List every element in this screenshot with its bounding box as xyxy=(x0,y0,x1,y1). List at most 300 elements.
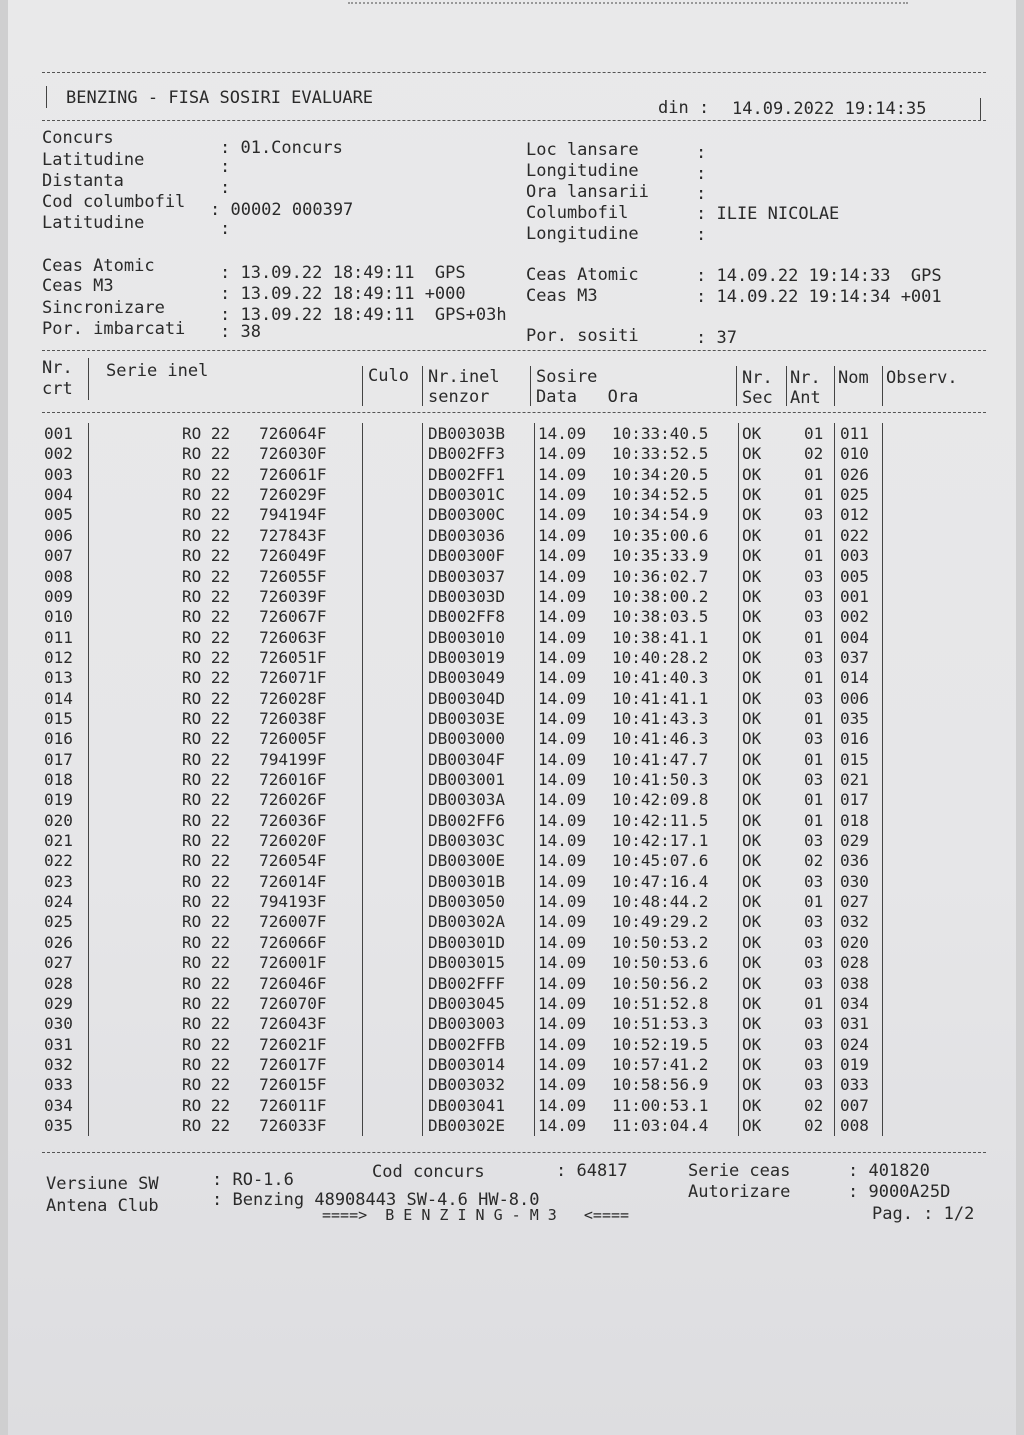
info-label: Ora lansarii xyxy=(526,182,649,202)
column-divider xyxy=(834,545,835,566)
cell-ora: 10:34:54.9 xyxy=(612,505,709,525)
cell-ant: 036 xyxy=(840,851,869,871)
info-label: Concurs xyxy=(42,128,114,148)
column-divider xyxy=(534,1095,535,1116)
cell-serie-inel: RO 22 726071F xyxy=(182,668,327,688)
column-divider xyxy=(882,484,883,505)
cell-serie-inel: RO 22 726029F xyxy=(182,485,327,505)
cell-ora: 10:42:11.5 xyxy=(612,810,709,830)
column-divider xyxy=(738,973,739,994)
cell-serie-inel: RO 22 726014F xyxy=(182,871,327,891)
cell-ant: 010 xyxy=(840,444,869,464)
cell-serie-inel: RO 22 726051F xyxy=(182,647,327,667)
cell-data: 14.09 xyxy=(538,424,587,443)
cell-ant: 016 xyxy=(840,729,869,749)
cell-data: 14.09 xyxy=(538,444,587,464)
column-divider xyxy=(834,1034,835,1055)
header-bottom-rule xyxy=(42,120,986,121)
cell-nr: 005 xyxy=(44,505,73,525)
cell-status: OK xyxy=(742,627,762,647)
cell-ant: 012 xyxy=(840,505,869,525)
column-divider xyxy=(834,1095,835,1116)
cell-status: OK xyxy=(742,424,762,443)
column-divider xyxy=(738,830,739,851)
table-row xyxy=(8,1014,1016,1034)
clock-value: : 14.09.22 19:14:33 GPS xyxy=(696,266,942,286)
cell-status: OK xyxy=(742,586,762,606)
cell-data: 14.09 xyxy=(538,525,587,545)
column-divider xyxy=(362,871,363,892)
cell-senzor: DB003037 xyxy=(428,566,506,586)
cell-serie-inel: RO 22 726046F xyxy=(182,973,327,993)
cell-serie-inel: RO 22 727843F xyxy=(182,525,327,545)
cell-nr: 030 xyxy=(44,1014,73,1034)
column-divider xyxy=(362,708,363,729)
column-divider xyxy=(88,973,89,994)
cell-nr: 034 xyxy=(44,1095,73,1115)
cell-ora: 10:58:56.9 xyxy=(612,1075,709,1095)
column-divider xyxy=(738,566,739,587)
table-row xyxy=(8,485,1016,505)
column-divider xyxy=(738,1034,739,1055)
cell-status: OK xyxy=(742,770,762,789)
cell-serie-inel: RO 22 726061F xyxy=(182,464,327,484)
table-header-top-rule xyxy=(42,350,986,351)
column-divider xyxy=(362,973,363,994)
column-divider xyxy=(422,566,423,587)
column-divider xyxy=(362,667,363,688)
cell-data: 14.09 xyxy=(538,790,587,810)
cell-status: OK xyxy=(742,1095,762,1115)
column-divider xyxy=(882,443,883,464)
cell-nr: 002 xyxy=(44,444,73,464)
info-label: Distanta xyxy=(42,171,124,191)
cell-ora: 10:41:50.3 xyxy=(612,770,709,789)
cell-senzor: DB003036 xyxy=(428,525,506,545)
cell-senzor: DB00301C xyxy=(428,485,506,505)
info-label: Cod columbofil xyxy=(42,192,186,212)
clock-label: Sincronizare xyxy=(42,298,165,318)
column-divider xyxy=(834,586,835,607)
table-row xyxy=(8,689,1016,709)
cell-ora: 10:38:00.2 xyxy=(612,586,709,606)
column-divider xyxy=(738,525,739,546)
cell-sec: 03 xyxy=(804,831,824,850)
cell-serie-inel: RO 22 726005F xyxy=(182,729,327,749)
cell-ora: 10:33:52.5 xyxy=(612,444,709,464)
column-divider xyxy=(738,728,739,749)
cell-ora: 10:40:28.2 xyxy=(612,647,709,667)
column-divider xyxy=(834,1074,835,1095)
cell-status: OK xyxy=(742,525,762,545)
cell-status: OK xyxy=(742,831,762,850)
th-divider xyxy=(786,366,787,406)
column-divider xyxy=(362,952,363,973)
column-divider xyxy=(738,993,739,1014)
cell-senzor: DB003032 xyxy=(428,1075,506,1095)
cell-nr: 027 xyxy=(44,953,73,973)
th-divider xyxy=(88,358,89,400)
column-divider xyxy=(738,688,739,709)
column-divider xyxy=(422,423,423,444)
column-divider xyxy=(88,566,89,587)
cell-status: OK xyxy=(742,566,762,586)
cell-serie-inel: RO 22 726007F xyxy=(182,912,327,932)
cell-serie-inel: RO 22 726017F xyxy=(182,1054,327,1074)
header-right-bar xyxy=(980,98,981,120)
footer-antena-value: : Benzing 48908443 SW-4.6 HW-8.0 xyxy=(212,1190,540,1210)
table-row xyxy=(8,851,1016,871)
clock-label: Por. sositi xyxy=(526,326,639,346)
column-divider xyxy=(882,830,883,851)
cell-sec: 03 xyxy=(804,729,824,749)
column-divider xyxy=(738,1115,739,1136)
cell-data: 14.09 xyxy=(538,851,587,871)
column-divider xyxy=(534,1054,535,1075)
report-date-label: din : xyxy=(658,98,710,118)
column-divider xyxy=(834,810,835,831)
cell-ant: 025 xyxy=(840,485,869,505)
cell-sec: 02 xyxy=(804,1115,824,1135)
cell-status: OK xyxy=(742,1115,762,1135)
column-divider xyxy=(422,973,423,994)
cell-senzor: DB002FF6 xyxy=(428,810,506,830)
column-divider xyxy=(738,627,739,648)
cell-nr: 006 xyxy=(44,525,73,545)
cell-nr: 028 xyxy=(44,973,73,993)
table-row xyxy=(8,1035,1016,1055)
column-divider xyxy=(88,627,89,648)
cell-ora: 10:45:07.6 xyxy=(612,851,709,871)
cell-data: 14.09 xyxy=(538,993,587,1013)
table-row xyxy=(8,811,1016,831)
cell-senzor: DB003041 xyxy=(428,1095,506,1115)
cell-sec: 03 xyxy=(804,1054,824,1074)
column-divider xyxy=(362,484,363,505)
cell-data: 14.09 xyxy=(538,607,587,627)
info-value: : xyxy=(696,143,707,163)
cell-data: 14.09 xyxy=(538,627,587,647)
cell-data: 14.09 xyxy=(538,892,587,911)
cell-sec: 03 xyxy=(804,607,824,627)
table-row xyxy=(8,709,1016,729)
column-divider xyxy=(882,749,883,770)
cell-ant: 007 xyxy=(840,1095,869,1115)
cell-status: OK xyxy=(742,932,762,952)
column-divider xyxy=(834,850,835,871)
cell-sec: 03 xyxy=(804,912,824,932)
header-top-rule xyxy=(42,72,986,73)
cell-sec: 03 xyxy=(804,973,824,993)
th-observ: Observ. xyxy=(886,368,958,388)
th-nr-sec: Nr. xyxy=(742,368,773,388)
column-divider xyxy=(88,504,89,525)
column-divider xyxy=(422,484,423,505)
cell-status: OK xyxy=(742,749,762,769)
column-divider xyxy=(88,769,89,790)
cell-ora: 10:50:56.2 xyxy=(612,973,709,993)
column-divider xyxy=(362,647,363,668)
column-divider xyxy=(834,993,835,1014)
footer-cod-label: Cod concurs xyxy=(372,1162,485,1182)
column-divider xyxy=(882,1074,883,1095)
th-serie: Serie inel xyxy=(106,361,209,381)
column-divider xyxy=(834,728,835,749)
column-divider xyxy=(422,688,423,709)
column-divider xyxy=(882,1013,883,1034)
column-divider xyxy=(88,871,89,892)
cell-serie-inel: RO 22 726064F xyxy=(182,424,327,443)
cell-serie-inel: RO 22 726016F xyxy=(182,770,327,789)
column-divider xyxy=(362,606,363,627)
cell-nr: 011 xyxy=(44,627,73,647)
column-divider xyxy=(422,1054,423,1075)
column-divider xyxy=(534,606,535,627)
column-divider xyxy=(834,647,835,668)
column-divider xyxy=(738,647,739,668)
cell-nr: 010 xyxy=(44,607,73,627)
cell-senzor: DB00300C xyxy=(428,505,506,525)
cell-ant: 032 xyxy=(840,912,869,932)
cell-data: 14.09 xyxy=(538,485,587,505)
column-divider xyxy=(882,627,883,648)
column-divider xyxy=(882,1034,883,1055)
column-divider xyxy=(834,789,835,810)
column-divider xyxy=(882,789,883,810)
th-culo: Culo xyxy=(368,366,409,386)
column-divider xyxy=(882,586,883,607)
column-divider xyxy=(534,586,535,607)
column-divider xyxy=(88,728,89,749)
column-divider xyxy=(362,1115,363,1136)
header-left-bar xyxy=(46,86,47,108)
cell-ora: 10:41:41.1 xyxy=(612,688,709,708)
report-date-value: 14.09.2022 19:14:35 xyxy=(732,99,927,119)
cell-senzor: DB00302A xyxy=(428,912,506,932)
column-divider xyxy=(422,504,423,525)
column-divider xyxy=(88,749,89,770)
column-divider xyxy=(422,993,423,1014)
cell-serie-inel: RO 22 794194F xyxy=(182,505,327,525)
cell-ant: 022 xyxy=(840,525,869,545)
table-row xyxy=(8,607,1016,627)
column-divider xyxy=(88,423,89,444)
cell-ant: 031 xyxy=(840,1014,869,1034)
column-divider xyxy=(834,769,835,790)
info-value: : xyxy=(696,164,707,184)
clock-value: : 38 xyxy=(220,322,261,342)
cell-serie-inel: RO 22 726043F xyxy=(182,1014,327,1034)
th-ant: Ant xyxy=(790,388,821,408)
cell-nr: 004 xyxy=(44,485,73,505)
column-divider xyxy=(422,606,423,627)
cell-ora: 10:47:16.4 xyxy=(612,871,709,891)
cell-ora: 10:35:33.9 xyxy=(612,546,709,566)
cell-data: 14.09 xyxy=(538,912,587,932)
cell-ant: 017 xyxy=(840,790,869,810)
cell-senzor: DB00303B xyxy=(428,424,506,443)
column-divider xyxy=(362,1013,363,1034)
th-divider xyxy=(882,366,883,406)
clock-value: : 13.09.22 18:49:11 GPS+03h xyxy=(220,305,507,325)
column-divider xyxy=(738,952,739,973)
info-label: Latitudine xyxy=(42,213,145,233)
clock-value: : 37 xyxy=(696,328,737,348)
column-divider xyxy=(534,1074,535,1095)
column-divider xyxy=(88,688,89,709)
cell-ora: 10:49:29.2 xyxy=(612,912,709,932)
cell-data: 14.09 xyxy=(538,810,587,830)
footer-autorizare-label: Autorizare xyxy=(688,1182,791,1202)
cell-ant: 033 xyxy=(840,1075,869,1095)
cell-data: 14.09 xyxy=(538,1054,587,1074)
cell-ant: 020 xyxy=(840,932,869,952)
table-row xyxy=(8,790,1016,810)
column-divider xyxy=(362,545,363,566)
column-divider xyxy=(362,627,363,648)
cell-data: 14.09 xyxy=(538,586,587,606)
column-divider xyxy=(882,708,883,729)
column-divider xyxy=(422,708,423,729)
cell-status: OK xyxy=(742,668,762,688)
cell-ant: 026 xyxy=(840,464,869,484)
column-divider xyxy=(882,545,883,566)
cell-nr: 009 xyxy=(44,586,73,606)
cell-status: OK xyxy=(742,993,762,1013)
column-divider xyxy=(88,443,89,464)
column-divider xyxy=(738,769,739,790)
column-divider xyxy=(882,1054,883,1075)
column-divider xyxy=(534,504,535,525)
column-divider xyxy=(88,850,89,871)
column-divider xyxy=(534,993,535,1014)
cell-serie-inel: RO 22 726070F xyxy=(182,993,327,1013)
column-divider xyxy=(834,504,835,525)
table-header-bottom-rule xyxy=(42,412,986,413)
cell-sec: 03 xyxy=(804,770,824,789)
cell-serie-inel: RO 22 726036F xyxy=(182,810,327,830)
info-label: Columbofil xyxy=(526,203,629,223)
cell-sec: 02 xyxy=(804,1095,824,1115)
column-divider xyxy=(362,504,363,525)
column-divider xyxy=(362,688,363,709)
info-value: : 00002 000397 xyxy=(210,200,354,220)
column-divider xyxy=(362,728,363,749)
cell-data: 14.09 xyxy=(538,953,587,973)
cell-senzor: DB00303E xyxy=(428,708,506,728)
column-divider xyxy=(362,443,363,464)
table-row xyxy=(8,505,1016,525)
column-divider xyxy=(882,1095,883,1116)
info-label: Longitudine xyxy=(526,224,639,244)
clock-label: Ceas M3 xyxy=(526,286,598,306)
column-divider xyxy=(834,606,835,627)
column-divider xyxy=(422,525,423,546)
column-divider xyxy=(88,667,89,688)
cell-data: 14.09 xyxy=(538,1075,587,1095)
cell-serie-inel: RO 22 726015F xyxy=(182,1075,327,1095)
column-divider xyxy=(534,423,535,444)
cell-status: OK xyxy=(742,892,762,911)
column-divider xyxy=(834,1115,835,1136)
th-divider xyxy=(362,366,363,406)
cell-sec: 03 xyxy=(804,1034,824,1054)
column-divider xyxy=(738,749,739,770)
cell-serie-inel: RO 22 726055F xyxy=(182,566,327,586)
column-divider xyxy=(882,606,883,627)
cell-senzor: DB00303C xyxy=(428,831,506,850)
column-divider xyxy=(534,728,535,749)
cell-ora: 10:48:44.2 xyxy=(612,892,709,911)
th-data-ora: Data Ora xyxy=(536,387,639,407)
cell-ora: 10:52:19.5 xyxy=(612,1034,709,1054)
cell-sec: 01 xyxy=(804,546,824,566)
cell-sec: 01 xyxy=(804,525,824,545)
column-divider xyxy=(834,566,835,587)
column-divider xyxy=(362,1034,363,1055)
cell-nr: 026 xyxy=(44,932,73,952)
cell-sec: 01 xyxy=(804,668,824,688)
column-divider xyxy=(738,850,739,871)
cell-ora: 10:51:53.3 xyxy=(612,1014,709,1034)
column-divider xyxy=(422,627,423,648)
cell-senzor: DB002FF8 xyxy=(428,607,506,627)
cell-ora: 10:41:43.3 xyxy=(612,708,709,728)
column-divider xyxy=(362,850,363,871)
column-divider xyxy=(362,830,363,851)
table-row xyxy=(8,465,1016,485)
cell-senzor: DB00300E xyxy=(428,851,506,871)
th-divider xyxy=(422,366,423,406)
cell-nr: 016 xyxy=(44,729,73,749)
clock-value: : 14.09.22 19:14:34 +001 xyxy=(696,287,942,307)
column-divider xyxy=(534,952,535,973)
cell-ora: 10:41:40.3 xyxy=(612,668,709,688)
column-divider xyxy=(834,1054,835,1075)
column-divider xyxy=(738,484,739,505)
cell-ant: 004 xyxy=(840,627,869,647)
footer-autorizare-value: : 9000A25D xyxy=(848,1182,951,1202)
cell-serie-inel: RO 22 726028F xyxy=(182,688,327,708)
column-divider xyxy=(882,1115,883,1136)
cell-ant: 018 xyxy=(840,810,869,830)
column-divider xyxy=(422,464,423,485)
column-divider xyxy=(362,1054,363,1075)
footer-versiune-value: : RO-1.6 xyxy=(212,1170,294,1190)
cell-ora: 10:34:20.5 xyxy=(612,464,709,484)
cell-ora: 11:03:04.4 xyxy=(612,1115,709,1135)
column-divider xyxy=(422,952,423,973)
cell-senzor: DB002FF1 xyxy=(428,464,506,484)
cell-ant: 037 xyxy=(840,647,869,667)
column-divider xyxy=(834,911,835,932)
cell-sec: 01 xyxy=(804,627,824,647)
column-divider xyxy=(88,952,89,973)
cell-ora: 11:00:53.1 xyxy=(612,1095,709,1115)
cell-sec: 03 xyxy=(804,1075,824,1095)
cell-serie-inel: RO 22 726001F xyxy=(182,953,327,973)
cell-ant: 006 xyxy=(840,688,869,708)
info-value: : xyxy=(220,157,231,177)
cell-senzor: DB00303D xyxy=(428,586,506,606)
cell-status: OK xyxy=(742,729,762,749)
th-divider xyxy=(736,366,737,406)
column-divider xyxy=(534,667,535,688)
print-noise xyxy=(348,2,908,10)
cell-sec: 03 xyxy=(804,647,824,667)
cell-ora: 10:35:00.6 xyxy=(612,525,709,545)
cell-status: OK xyxy=(742,607,762,627)
